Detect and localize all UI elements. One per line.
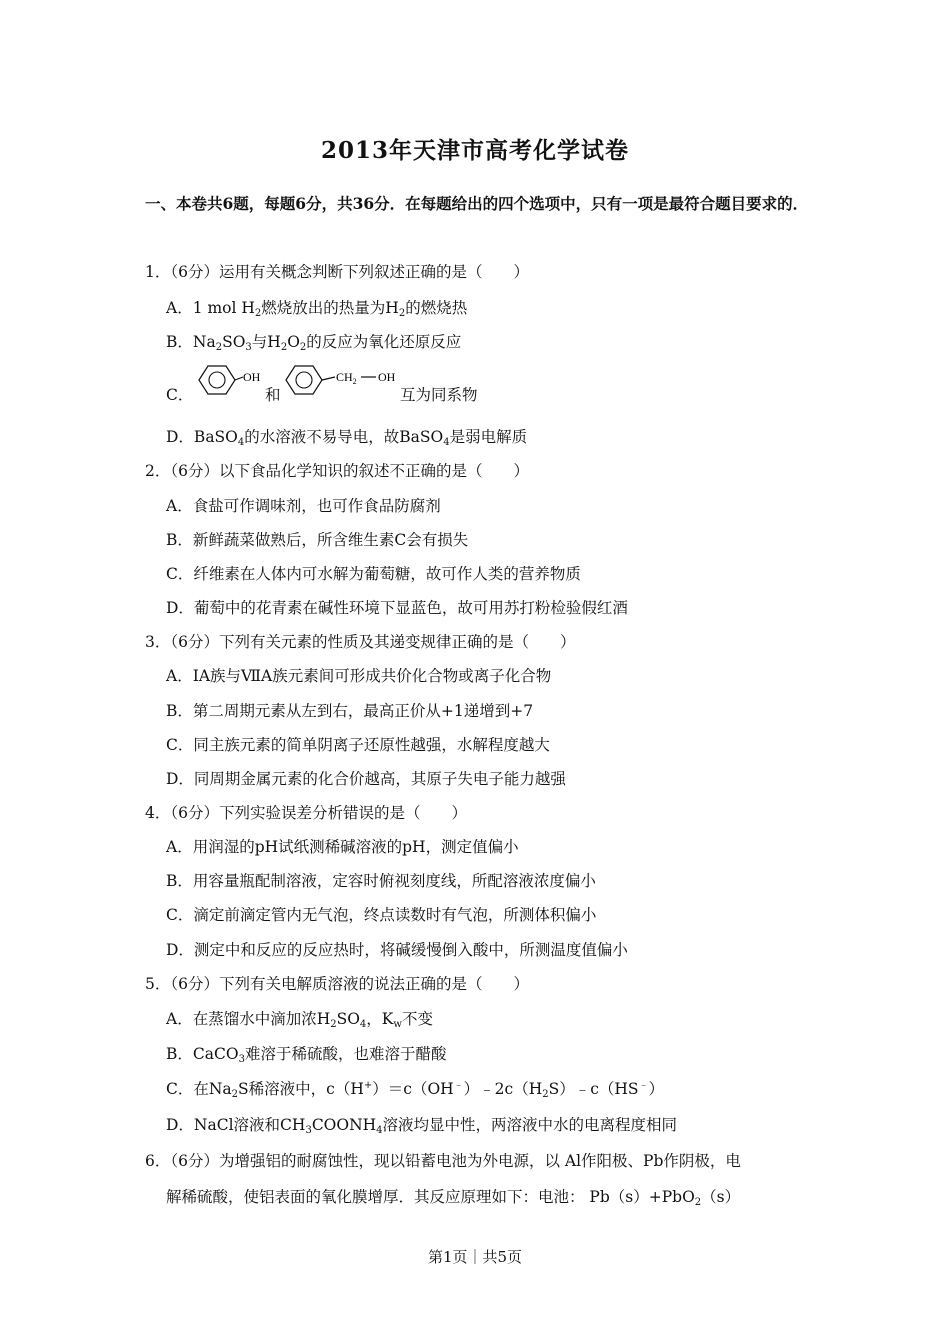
phenol-structure: [194, 362, 264, 402]
q5-option-a: A．在蒸馏水中滴加浓$H_2SO_4$，$K_w$不变: [166, 1010, 433, 1030]
alcohol-oh-label: OH: [378, 370, 396, 384]
q6-stem-line2: 解稀硫酸，使铝表面的氧化膜增厚．其反应原理如下：电池： Pb（s）+PbO$_2$（s）: [166, 1188, 741, 1208]
q5-option-b: B．CaCO$_3$难溶于稀硫酸，也难溶于醋酸: [166, 1045, 447, 1065]
q5-option-d: D．NaCl溶液和$CH_3COONH_4$溶液均显中性，两溶液中水的电离程度相同: [166, 1116, 678, 1136]
section-instructions: 一、本卷共6题，每题6分，共36分．在每题给出的四个选项中，只有一项是最符合题目要求的．: [145, 194, 809, 213]
benzyl-alcohol-structure: [281, 362, 407, 402]
q3-option-c: C．同主族元素的简单阴离子还原性越强，水解程度越大: [166, 736, 550, 754]
q2-option-c: C．纤维素在人体内可水解为葡萄糖，故可作人类的营养物质: [166, 565, 581, 583]
q4-option-b: B．用容量瓶配制溶液，定容时俯视刻度线，所配溶液浓度偏小: [166, 872, 596, 890]
q5-option-c: C．在$Na_2S$稀溶液中，$c(H^+)=c(OH^﹣)﹣2c(H_2S)﹣c(HS^﹣)$: [166, 1080, 665, 1100]
q4-option-d: D．测定中和反应的反应热时，将碱缓慢倒入酸中，所测温度值偏小: [166, 941, 628, 959]
ch2-label: $CH_2$: [336, 370, 357, 386]
q1-option-d: D．BaSO$_4$的水溶液不易导电，故BaSO$_4$是弱电解质: [166, 428, 528, 448]
q3-option-b: B．第二周期元素从左到右，最高正价从+1递增到+7: [166, 702, 534, 720]
phenol-oh-label: OH: [243, 370, 261, 384]
q3-option-a: A．ⅠA族与ⅦA族元素间可形成共价化合物或离子化合物: [166, 667, 552, 685]
q3-option-d: D．同周期金属元素的化合价越高，其原子失电子能力越强: [166, 770, 566, 788]
q1-option-b: B．$Na_2SO_3$与$H_2O_2$的反应为氧化还原反应: [166, 333, 462, 353]
q1-stem: 1．（6分）运用有关概念判断下列叙述正确的是（ ）: [145, 263, 529, 281]
q2-option-b: B．新鲜蔬菜做熟后，所含维生素C会有损失: [166, 531, 469, 549]
q2-option-d: D．葡萄中的花青素在碱性环境下显蓝色，故可用苏打粉检验假红酒: [166, 599, 628, 617]
q6-stem-line1: 6．（6分）为增强铝的耐腐蚀性，现以铅蓄电池为外电源，以 Al作阳极、Pb作阴极，电: [145, 1152, 741, 1170]
q5-stem: 5．（6分）下列有关电解质溶液的说法正确的是（ ）: [145, 975, 529, 993]
q1-option-a: A．1 mol $H_2$燃烧放出的热量为$H_2$的燃烧热: [166, 299, 468, 319]
q2-stem: 2．（6分）以下食品化学知识的叙述不正确的是（ ）: [145, 462, 529, 480]
page-footer: 第1页｜共5页: [427, 1248, 523, 1266]
q4-option-a: A．用润湿的pH试纸测稀碱溶液的pH，测定值偏小: [166, 838, 519, 856]
q4-option-c: C．滴定前滴定管内无气泡，终点读数时有气泡，所测体积偏小: [166, 906, 597, 924]
q3-stem: 3．（6分）下列有关元素的性质及其递变规律正确的是（ ）: [145, 633, 576, 651]
q2-option-a: A．食盐可作调味剂，也可作食品防腐剂: [166, 497, 441, 515]
exam-title: 2013年天津市高考化学试卷: [320, 137, 629, 164]
q4-stem: 4．（6分）下列实验误差分析错误的是（ ）: [145, 804, 467, 822]
